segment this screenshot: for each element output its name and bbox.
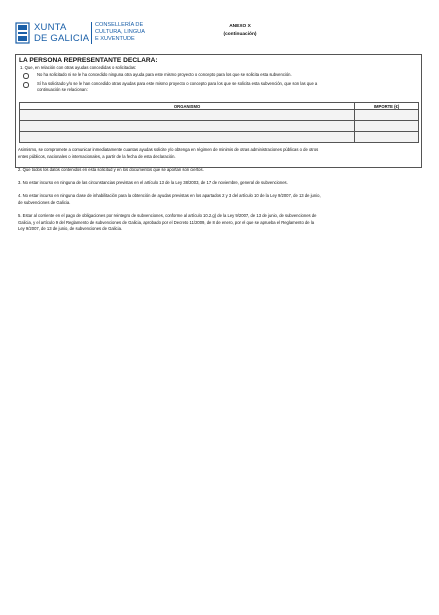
importe-input[interactable] <box>355 121 419 132</box>
logo-divider <box>91 22 92 44</box>
importe-input[interactable] <box>355 110 419 121</box>
declaration-item-5: 5. Estar al corriente en el pago de obligaciones por reintegro de subvenciones, conforme al artículo 10.2.g) de la Ley 9/2007, de 13 de junio, de subvenciones de Galicia, y el artículo 9 del Reglamento de subvenciones de Galicia, aprobado por el Decreto 11/2009, de 8 de enero, por el que se aprueba el Reglamento de la Ley 9/2007, de 13 de junio, de subvenciones de Galicia. <box>18 213 317 232</box>
option-yes-aid-label-line2: continuación se relacionan: <box>37 86 88 92</box>
header-organismo: ORGANISMO <box>20 103 355 110</box>
table-row <box>20 121 419 132</box>
organismo-input[interactable] <box>20 132 355 143</box>
logo-xunta-text: XUNTA DE GALICIA <box>34 22 90 44</box>
annex-subtitle: (continuación) <box>223 31 257 37</box>
importe-input[interactable] <box>355 132 419 143</box>
logo-conselleria-text: CONSELLERÍA DE CULTURA, LINGUA E XUVENTUDE <box>95 22 145 43</box>
organismo-input[interactable] <box>20 121 355 132</box>
option-yes-aid-label-line1: Sí ha solicitado y/o se le han concedido otras ayudas para este mismo proyecto o concepto para los que se solicita esta subvención, que son las que a <box>37 81 318 86</box>
declaration-item-3: 3. No estar incurso en ninguna de las circunstancias previstas en el artículo 13 de la Ley 38/2003, de 17 de noviembre, general de subvenciones. <box>18 180 288 185</box>
radio-no-aid[interactable] <box>23 73 29 79</box>
declaration-item-2: 2. Que todos los datos contenidos en esta solicitud y en los documentos que se aportan son ciertos. <box>18 167 204 172</box>
commitment-paragraph: Asimismo, se compromete a comunicar inmediatamente cuantas ayudas solicite y/o obtenga en régimen de minimis de otras administraciones públicas o de otros entes públicos, nacionales o internacionales, a partir de la fecha de esta declaración. <box>18 147 319 159</box>
xunta-logo <box>15 22 165 46</box>
option-no-aid-label: No ha solicitado ni se le ha concedido ninguna otra ayuda para este mismo proyecto o concepto para los que se solicita esta subvención. <box>37 72 292 77</box>
annex-header <box>205 23 275 39</box>
annex-title: ANEXO X <box>229 24 251 29</box>
aid-table-header <box>20 103 419 110</box>
header-importe: IMPORTE (€) <box>355 103 419 110</box>
aid-table <box>19 102 419 143</box>
table-row <box>20 110 419 121</box>
item-1-text: 1. Que, en relación con otras ayudas concedidas o solicitadas: <box>20 65 137 70</box>
table-row <box>20 132 419 143</box>
xunta-emblem-icon <box>15 22 30 44</box>
radio-yes-aid[interactable] <box>23 82 29 88</box>
organismo-input[interactable] <box>20 110 355 121</box>
declaration-item-4: 4. No estar incurso en ninguna clase de inhabilitación para la obtención de ayudas previstas en los apartados 2 y 3 del artículo 10 de la Ley 9/2007, de 13 de junio, de subvenciones de Galicia. <box>18 193 321 205</box>
declaration-title: LA PERSONA REPRESENTANTE DECLARA: <box>19 57 158 64</box>
